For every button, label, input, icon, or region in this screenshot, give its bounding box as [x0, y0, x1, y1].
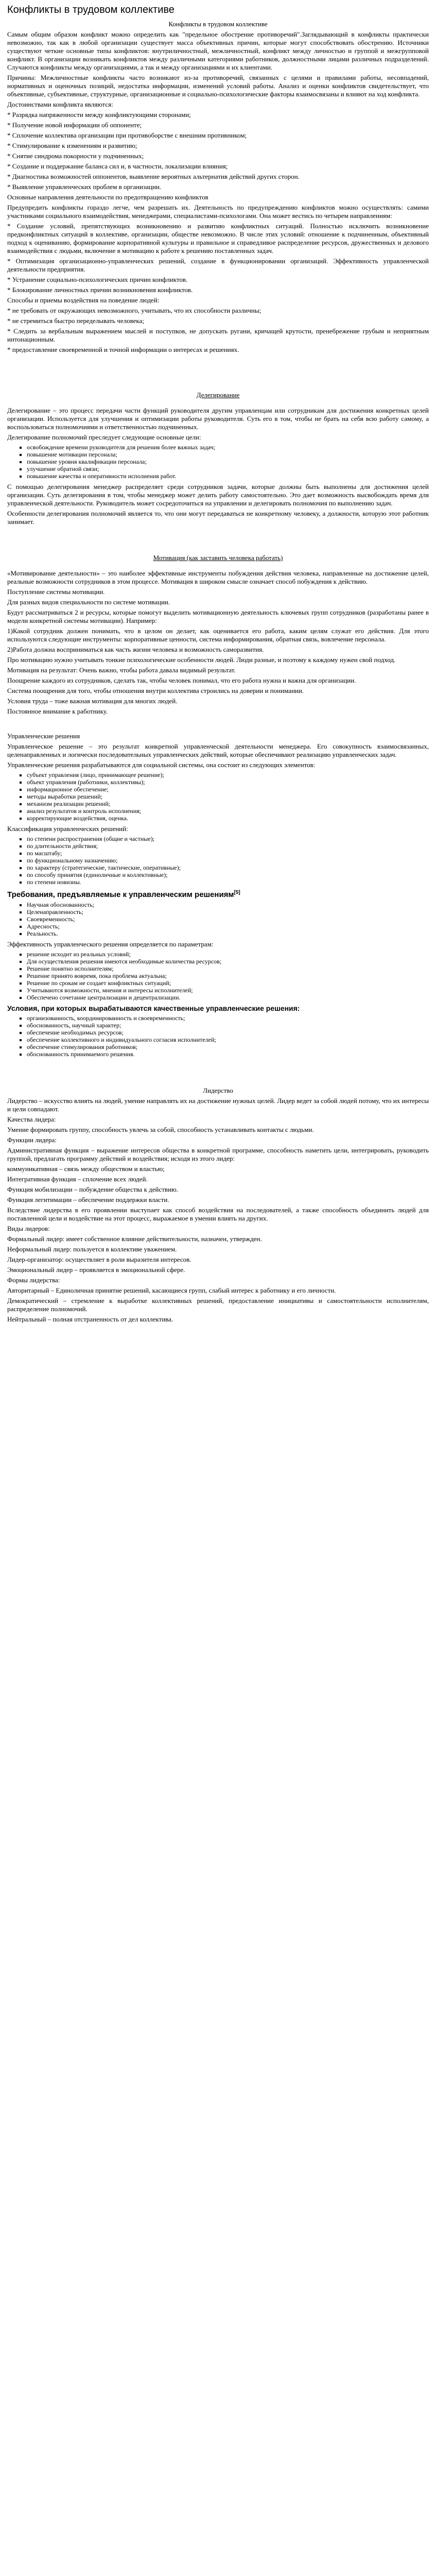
requirements-heading — [7, 890, 429, 899]
list-item: * Получение новой информации об оппоненте; — [7, 121, 142, 129]
list-item: * Выявление управленческих проблем в организации. — [7, 183, 162, 191]
list-item: ▪ по функциональному назначению; — [27, 857, 429, 864]
paragraph: Качества лидера: — [7, 1115, 56, 1123]
paragraph: Условия труда – тоже важная мотивация для многих людей. — [7, 697, 178, 705]
paragraph: Для разных видов специальности по системе мотивации. — [7, 598, 170, 606]
paragraph: Эмоциональный лидер – проявляется в эмоциональной сфере. — [7, 1266, 185, 1274]
list-item: ▪ обеспечение коллективного и индивидуального согласия исполнителей; — [27, 1036, 429, 1043]
list-item: ▪ обоснованность принимаемого решения. — [27, 1050, 429, 1058]
bullet-list — [19, 444, 429, 480]
paragraph: Управленческие решения разрабатываются для социальной системы, она состоит из следующих элементов: — [7, 761, 316, 769]
list-item: ▪ анализ результатов и контроль исполнения; — [27, 807, 429, 815]
list-item: ▪ повышение мотивации персонала; — [27, 451, 429, 458]
paragraph: Самым общим образом конфликт можно определить как "предельное обострение противоречий".Заглядывающий в конфликты практически невозможно, так как в любой организации существует масса объективных причин, которые могут способствовать обострению. Источники существуют четкие основные типы конфликтов: внутриличностный, межличностный, конфликт между личностью и группой и межгрупповой конфликт. В организации возникать конфликтов между различными категориями работников, должностными лицами различных подразделений. Случаются конфликты между организациями, а так и между организациями и их клиентами. — [7, 30, 429, 71]
paragraph: Поступление системы мотивации. — [7, 588, 105, 596]
paragraph: Особенности делегирования полномочий является то, что они могут передаваться не конкретному человеку, а должности, которую этот работник занимает. — [7, 510, 429, 526]
paragraph: Классификация управленческих решений: — [7, 825, 128, 833]
list-item: ▪ Целенаправленность; — [27, 908, 429, 916]
list-item: ▪ механизм реализации решений; — [27, 800, 429, 807]
list-item: * Снятие синдрома покорности у подчиненных; — [7, 152, 144, 160]
paragraph: Предупредить конфликты гораздо легче, чем разрешать их. Деятельность по предупреждению конфликтов можно осуществлять: самими участниками социального взаимодействия, менеджерами, специалистами-психологами. Она может вестись по четырем направлениям: — [7, 204, 429, 219]
list-item: ▪ освобождение времени руководителя для решения более важных задач; — [27, 444, 429, 451]
paragraph: Формальный лидер: имеет собственное влияние действительности, назначен, утвержден. — [7, 1235, 262, 1243]
section-heading-conflicts: Конфликты в трудовом коллективе — [168, 20, 268, 28]
paragraph: Основные направления деятельности по предотвращению конфликтов — [7, 193, 208, 201]
bullet-list — [19, 771, 429, 822]
paragraph: Формы лидерства: — [7, 1276, 60, 1284]
list-item: ▪ обеспечение стимулирования работников; — [27, 1043, 429, 1050]
paragraph: Административная функция – выражение интересов общества в конкретной программе, способность наметить цели, интегрировать, руководить группой, предлагать программу действий и воздействия; исходя из этого лидер: — [7, 1146, 429, 1162]
paragraph: Функция мобилизации – побуждение общества к действию. — [7, 1185, 178, 1193]
list-item: ▪ Своевременность; — [27, 916, 429, 923]
list-item: ▪ субъект управления (лицо, принимающее решение); — [27, 771, 429, 778]
spacer — [7, 528, 429, 543]
list-item: ▪ методы выработки решений; — [27, 793, 429, 800]
paragraph: Способы и приемы воздействия на поведение людей: — [7, 296, 160, 304]
bullet-list — [19, 835, 429, 886]
list-item: ▪ Для осуществления решения имеются необходимые количества ресурсов; — [27, 958, 429, 965]
list-item: ▪ Адресность; — [27, 923, 429, 930]
list-item: ▪ Реальность. — [27, 930, 429, 937]
requirements-heading-text: Требования, предъявляемые к управленческим решениям — [7, 890, 234, 899]
section-heading-leadership: Лидерство — [203, 1087, 233, 1094]
paragraph: Умение формировать группу, способность увлечь за собой, способность устанавливать контакты с людьми. — [7, 1126, 314, 1133]
list-item: ▪ Решение понятно исполнителям; — [27, 965, 429, 972]
paragraph: Функция легитимации – обеспечение поддержки власти. — [7, 1196, 169, 1204]
list-item: ▪ по степени распространения (общие и частные); — [27, 835, 429, 842]
list-item: * Оптимизация организационно-управленческих решений, создание в функционировании организаций. Эффективность управленческой деятельности предприятия. — [7, 257, 429, 273]
list-item: ▪ объект управления (работники, коллективы); — [27, 778, 429, 786]
paragraph: 1)Какой сотрудник должен понимать, что в целом он делает, как оценивается его работа, каким целям служат его действия. Для этого используются следующие инструменты: корпоративные ценности, система информирования, обратная связь, вовлечение персонала. — [7, 627, 429, 643]
document-title: Конфликты в трудовом коллективе — [7, 4, 175, 15]
paragraph: Вследствие лидерства в его проявлении выступает как способ воздействия на последователей, а также способность объединить людей для поставленной цели и воздействие на этот процесс, выражаемое в умении влиять на других. — [7, 1206, 429, 1222]
list-item: ▪ организованность, координированность и своевременность; — [27, 1014, 429, 1022]
list-item: ▪ по длительности действия; — [27, 842, 429, 850]
list-item: * предоставление своевременной и точной информации о интересах и решениях. — [7, 346, 239, 353]
list-item: ▪ Решение принято вовремя, пока проблема актуальна; — [27, 972, 429, 979]
paragraph: Поощрение каждого из сотрудников, сделать так, чтобы человек понимал, что его работа нужна и важна для организации. — [7, 676, 356, 684]
list-item: ▪ по характеру (стратегические, тактические, оперативные); — [27, 864, 429, 871]
paragraph: Мотивация на результат: Очень важно, чтобы работа давала видимый результат. — [7, 666, 236, 674]
spacer — [7, 356, 429, 380]
list-item: * Создание и поддержание баланса сил и, в частности, локализации влияния; — [7, 162, 228, 170]
bullet-list — [19, 901, 429, 937]
paragraph: Функции лидера: — [7, 1136, 57, 1144]
spacer — [7, 1061, 429, 1084]
list-item: * Стимулирование к изменениям и развитию; — [7, 142, 137, 149]
list-item: ▪ решение исходит из реальных условий; — [27, 951, 429, 958]
paragraph: Причины: Межличностные конфликты часто возникают из-за противоречий, связанных с целями и правилами работы, несовпадений, нормативных и оценочных позиций, недостатка информации, изменений условий работы. Анализ и оценки конфликтов свидетельствует, что объективные, субъективные, структурные, организационные и социально-психологические факторы взаимосвязаны и влияют на ход конфликта. — [7, 74, 429, 98]
section-heading-motivation: Мотивация (как заставить человека работать) — [153, 554, 283, 562]
list-item: ▪ улучшение обратной связи; — [27, 465, 429, 472]
paragraph: Лидер-организатор: осуществляет в роли выразителя интересов. — [7, 1256, 191, 1263]
list-item: ▪ по масштабу; — [27, 850, 429, 857]
list-item: ▪ обеспечение необходимых ресурсов; — [27, 1029, 429, 1036]
paragraph: Эффективность управленческого решения определяется по параметрам: — [7, 940, 214, 948]
paragraph: коммуникативная – связь между обществом и властью; — [7, 1165, 165, 1173]
paragraph: Делегирование полномочий преследует следующие основные цели: — [7, 433, 201, 441]
list-item: * Диагностика возможностей оппонентов, выявление вероятных альтернатив действий других сторон. — [7, 173, 300, 180]
list-item: ▪ Решение по срокам не создает конфликтных ситуаций; — [27, 979, 429, 987]
paragraph: Неформальный лидер: пользуется в коллективе уважением. — [7, 1245, 177, 1253]
paragraph: Будут рассматриваться 2 и ресурсы, которые помогут выделить мотивационную деятельность ключевых групп сотрудников (разработаны ранее в модели конкретной системы мотивации). Например: — [7, 608, 429, 624]
list-item: ▪ обоснованность, научный характер; — [27, 1022, 429, 1029]
paragraph: С помощью делегирования менеджер распределяет среди сотрудников задачи, которые должны быть выполнены для достижения целей организации. Суть делегирования в том, чтобы менеджер может делить работу самостоятельно. Это дает возможность высвобождать время для управленческой деятельности. Руководитель может сосредоточиться на управлении и делегировать полномочия по выполнению задач. — [7, 483, 429, 507]
paragraph: Система поощрения для того, чтобы отношения внутри коллектива строились на доверии и понимании. — [7, 687, 304, 694]
list-item: * Разрядка напряженности между конфликтующими сторонами; — [7, 111, 191, 118]
list-item: ▪ Учитываются возможности, мнения и интересы исполнителей; — [27, 987, 429, 994]
list-item: ▪ повышение уровня квалификации персонала; — [27, 458, 429, 465]
spacer — [7, 718, 429, 732]
list-item: * Устранение социально-психологических причин конфликтов. — [7, 276, 188, 283]
paragraph: Делегирование – это процесс передачи части функций руководителя другим управленцам или сотрудникам для достижения конкретных целей организации. Используется для улучшения и оптимизации работы руководителя. Суть его в том, чтобы не брать на себя всю работу самому, а воспользоваться полномочиями и ответственностью подчиненных. — [7, 406, 429, 431]
paragraph: Виды лидеров: — [7, 1225, 50, 1232]
section-heading-decisions: Управленческие решения — [7, 732, 80, 740]
paragraph: Лидерство – искусство влиять на людей, умение направлять их на достижение нужных целей. Лидер ведет за собой людей потому, что их интересы и цели совпадают. — [7, 1097, 429, 1113]
paragraph: Управленческое решение – это результат конкретной управленческой деятельности менеджера. Его совокупность взаимосвязанных, целенаправленных и логически последовательных управленческих действий, которые обеспечивают реализацию управленческих задач. — [7, 742, 429, 758]
list-item: ▪ по степени новизны. — [27, 878, 429, 886]
list-item: * не стремиться быстро переделывать человека; — [7, 317, 144, 325]
list-item: * Блокирование личностных причин возникновения конфликтов. — [7, 286, 193, 294]
list-item: * не требовать от окружающих невозможного, учитывать, что их способности различны; — [7, 307, 261, 314]
paragraph: Интегративная функция – сплочение всех людей. — [7, 1175, 148, 1183]
paragraph: 2)Работа должна восприниматься как часть жизни человека и возможность саморазвития. — [7, 646, 264, 653]
list-item: ▪ Научная обоснованность; — [27, 901, 429, 908]
list-item: ▪ корректирующие воздействия, оценка. — [27, 815, 429, 822]
list-item: ▪ информационное обеспечение; — [27, 786, 429, 793]
paragraph: Нейтральный – полная отстраненность от дел коллектива. — [7, 1315, 173, 1323]
bullet-list — [19, 951, 429, 1001]
paragraph: Про мотивацию нужно учитывать тонкие психологические особенности людей. Люди разные, и поэтому к каждому нужен свой подход. — [7, 656, 396, 664]
list-item: * Сплочение коллектива организации при противоборстве с внешним противником; — [7, 131, 247, 139]
conditions-heading: Условия, при которых вырабатываются качественные управленческие решения: — [7, 1004, 300, 1012]
list-item: ▪ повышение качества и оперативности исполнения работ. — [27, 472, 429, 480]
list-item: * Следить за вербальным выражением мыслей и поступков, не допускать ругани, кричащей крутости, пренебрежение грубым и неприятным интонационным. — [7, 327, 429, 343]
list-item: * Создание условий, препятствующих возникновению и развитию конфликтных ситуаций. Полностью исключить возникновение предконфликтных ситуаций в коллективе, организации, обществе невозможно. В числе этих условий: отношение к подчиненным, объективный подход к оцениванию, формирование корпоративной культуры и правильное и справедливое распределение ресурсов, дружественных и делового взаимодействия с людьми, включение в мотивацию к работе к решению поставленных задач. — [7, 222, 429, 255]
paragraph: Постоянное внимание к работнику. — [7, 707, 108, 715]
paragraph: Демократический – стремление к выработке коллективных решений, предоставление инициативы и самостоятельности исполнителям, распределение полномочий. — [7, 1297, 429, 1313]
paragraph: Авторитарный – Единоличная принятие решений, касающиеся групп, слабый интерес к работнику и его личности. — [7, 1286, 336, 1294]
bullet-list — [19, 1014, 429, 1058]
section-heading-delegation: Делегирование — [196, 391, 240, 399]
list-item: ▪ Обеспечено сочетание централизации и децентрализации. — [27, 994, 429, 1001]
footnote-ref[interactable]: [5] — [234, 890, 240, 895]
list-item: ▪ по способу принятия (единоличные и коллективные); — [27, 871, 429, 878]
paragraph: «Мотивирование деятельности» – это наиболее эффективные инструменты побуждения действия человека, направленные на достижение целей, реальные возможности сотрудников в этом процессе. Мотивация в широком смысле означает способ побуждения к действию. — [7, 569, 429, 585]
paragraph: Достоинствами конфликта являются: — [7, 100, 113, 108]
